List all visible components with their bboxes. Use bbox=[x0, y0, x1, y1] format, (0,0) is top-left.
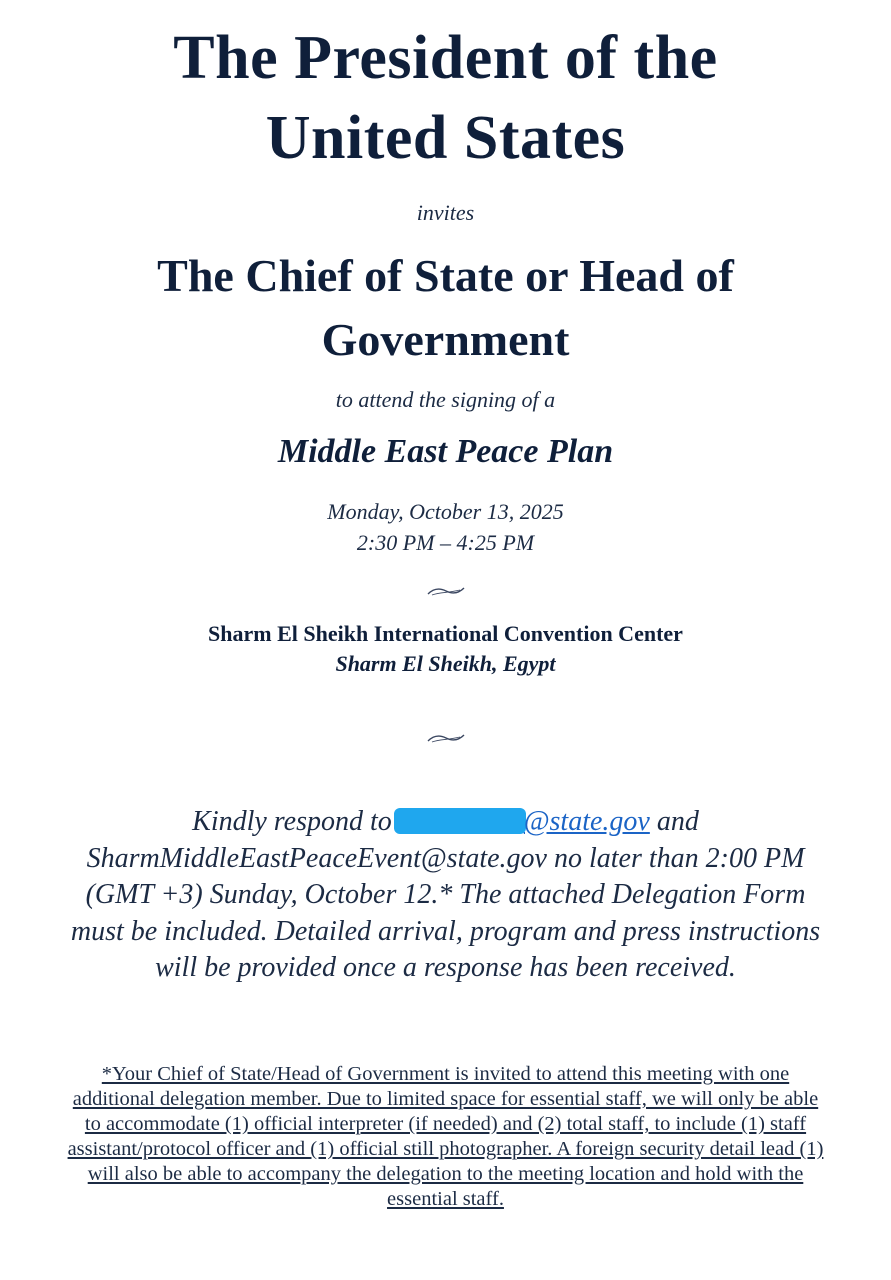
venue-city: Sharm El Sheikh, Egypt bbox=[335, 651, 556, 676]
rsvp-paragraph bbox=[60, 804, 831, 987]
flourish-divider-icon bbox=[426, 584, 466, 598]
venue-name: Sharm El Sheikh International Convention Center bbox=[208, 621, 683, 646]
invitee-line-1: The Chief of State or Head of bbox=[157, 250, 734, 301]
event-name: Middle East Peace Plan bbox=[277, 433, 614, 470]
flourish-divider-icon bbox=[426, 731, 466, 745]
invitee-line-2: Government bbox=[321, 314, 570, 365]
invites-text: invites bbox=[416, 200, 475, 225]
rsvp-prefix: Kindly respond to bbox=[192, 806, 392, 837]
attend-text: to attend the signing of a bbox=[335, 387, 556, 412]
redacted-email-mark bbox=[394, 808, 526, 834]
rsvp-body: SharmMiddleEastPeaceEvent@state.gov no later than 2:00 PM (GMT +3) Sunday, October 12.* The attached Delegation Form must be included. Detailed arrival, program and press instructions will be provided once a response has been received. bbox=[70, 842, 821, 983]
invitee-title bbox=[0, 244, 891, 372]
footnote-text: *Your Chief of State/Head of Government is invited to attend this meeting with one additional delegation member. Due to limited space for essential staff, we will only be able to accommodate (1) official interpreter (if needed) and (2) total staff, to include (1) staff assistant/protocol officer and (1) official still photographer. A foreign security detail lead (1) will also be able to accompany the delegation to the meeting location and hold with the essential staff. bbox=[67, 1063, 824, 1210]
venue-block bbox=[0, 619, 891, 679]
title-line-2: United States bbox=[265, 104, 626, 172]
invitation-title bbox=[0, 18, 891, 178]
event-datetime bbox=[0, 496, 891, 558]
title-line-1: The President of the bbox=[173, 24, 718, 92]
event-date: Monday, October 13, 2025 bbox=[327, 499, 564, 524]
rsvp-email-link[interactable]: @state.gov bbox=[523, 806, 650, 837]
event-time: 2:30 PM – 4:25 PM bbox=[356, 530, 535, 555]
rsvp-connector: and bbox=[649, 806, 699, 837]
